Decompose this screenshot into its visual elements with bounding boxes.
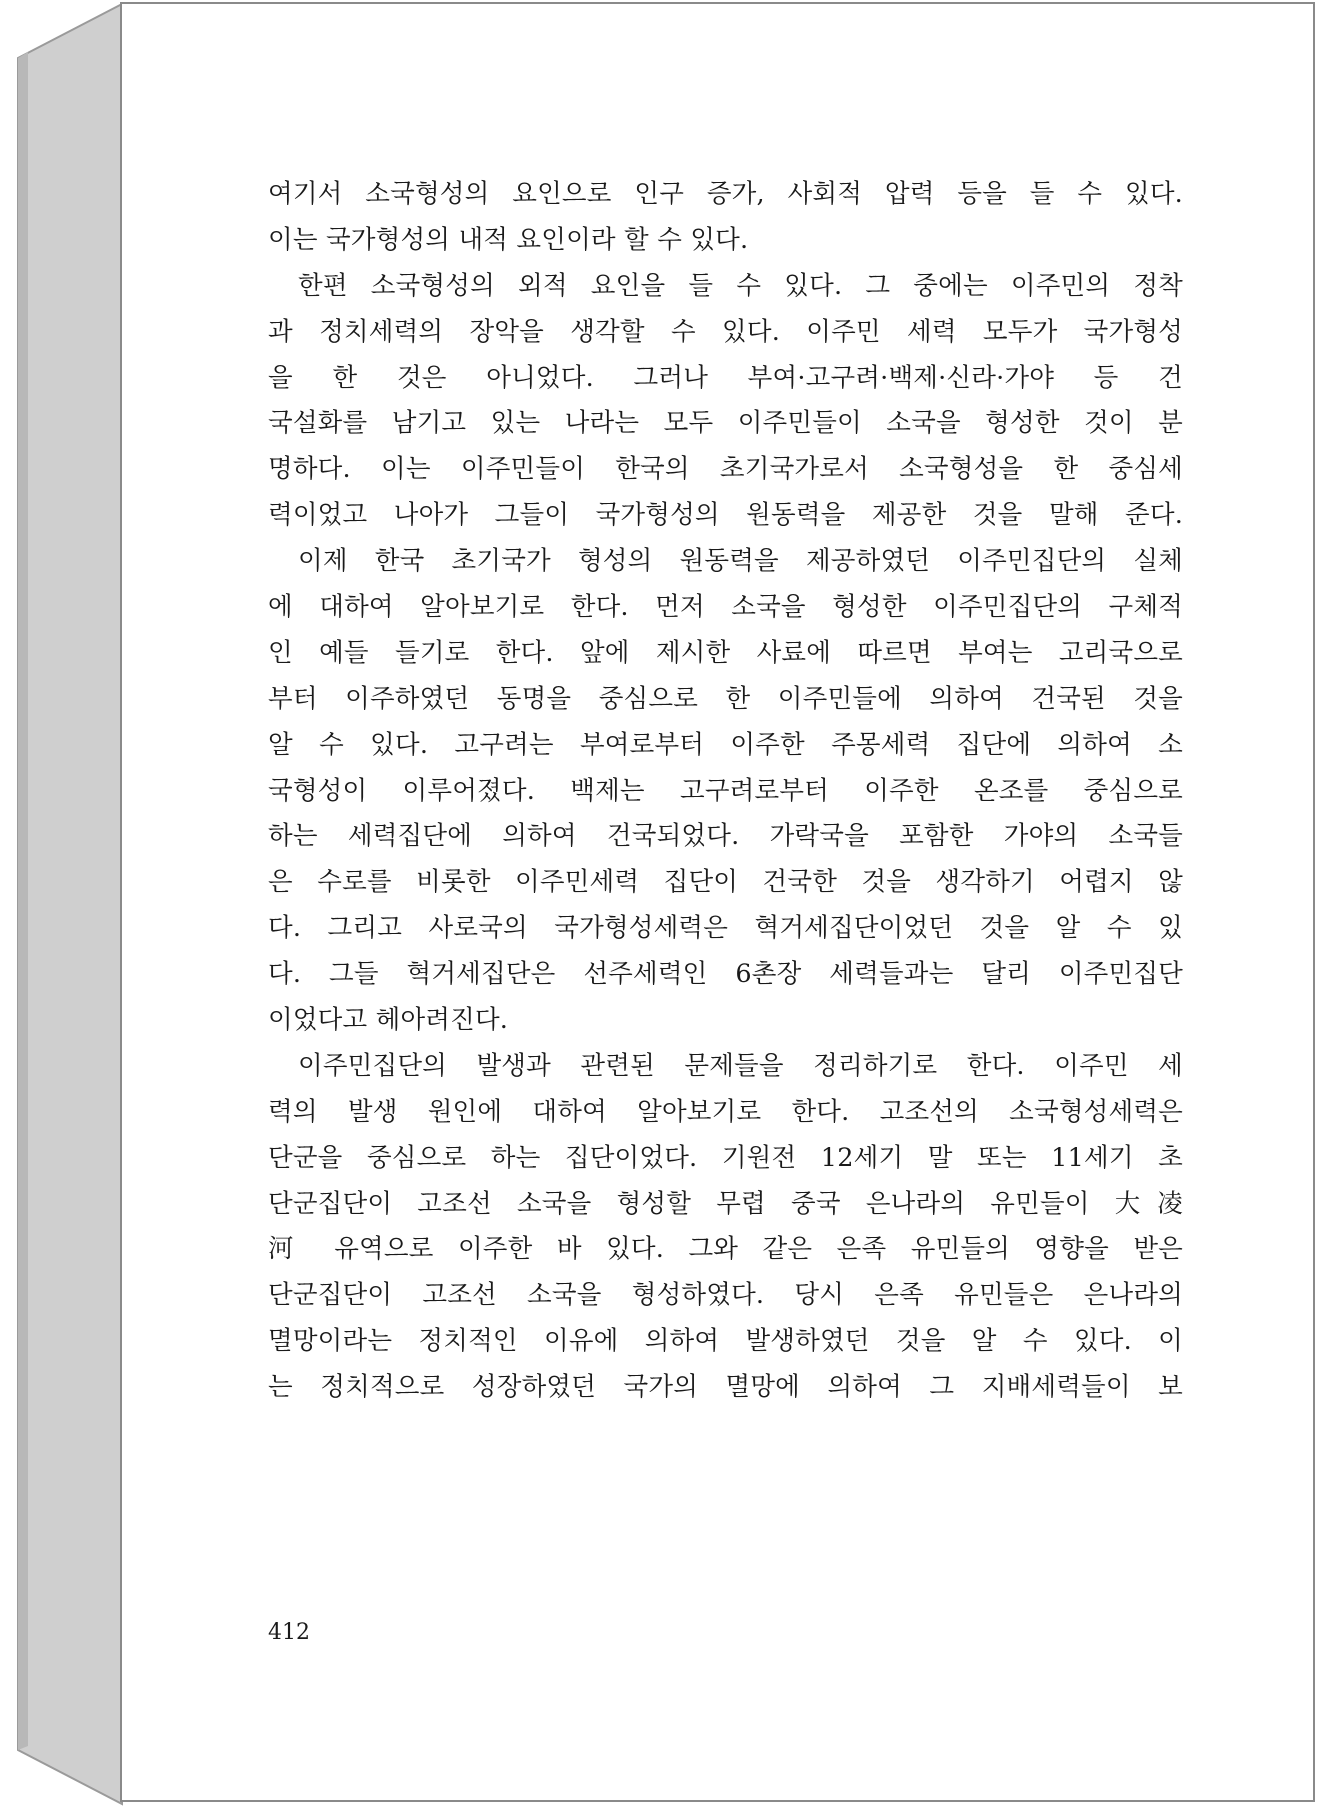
text-line: 는 정치적으로 성장하였던 국가의 멸망에 의하여 그 지배세력들이 보 [268, 1372, 1183, 1403]
page-number: 412 [268, 1620, 310, 1645]
text-line: 단군을 중심으로 하는 집단이었다. 기원전 12세기 말 또는 11세기 초 [268, 1142, 1183, 1173]
text-line: 과 정치세력의 장악을 생각할 수 있다. 이주민 세력 모두가 국가형성 [268, 316, 1183, 347]
book-spine-edge [0, 0, 130, 1806]
text-line: 여기서 소국형성의 요인으로 인구 증가, 사회적 압력 등을 들 수 있다. [268, 179, 1183, 209]
text-line: 력의 발생 원인에 대하여 알아보기로 한다. 고조선의 소국형성세력은 [268, 1096, 1183, 1127]
text-line: 이제 한국 초기국가 형성의 원동력을 제공하였던 이주민집단의 실체 [298, 546, 1183, 577]
text-line: 이주민집단의 발생과 관련된 문제들을 정리하기로 한다. 이주민 세 [298, 1050, 1183, 1081]
text-line: 다. 그리고 사로국의 국가형성세력은 혁거세집단이었던 것을 알 수 있 [268, 913, 1183, 944]
text-line: 단군집단이 고조선 소국을 형성할 무렵 중국 은나라의 유민들이 大凌 [268, 1188, 1183, 1219]
text-line: 이었다고 헤아려진다. [268, 1005, 509, 1036]
text-line: 다. 그들 혁거세집단은 선주세력인 6촌장 세력들과는 달리 이주민집단 [268, 959, 1183, 990]
text-line: 하는 세력집단에 의하여 건국되었다. 가락국을 포함한 가야의 소국들 [268, 821, 1183, 852]
text-line: 멸망이라는 정치적인 이유에 의하여 발생하였던 것을 알 수 있다. 이 [268, 1326, 1183, 1357]
text-line: 인 예들 들기로 한다. 앞에 제시한 사료에 따르면 부여는 고리국으로 [268, 637, 1183, 668]
text-line: 국형성이 이루어졌다. 백제는 고구려로부터 이주한 온조를 중심으로 [268, 775, 1183, 806]
body-text [268, 172, 1183, 1411]
text-line: 국설화를 남기고 있는 나라는 모두 이주민들이 소국을 형성한 것이 분 [268, 408, 1183, 439]
text-line: 한편 소국형성의 외적 요인을 들 수 있다. 그 중에는 이주민의 정착 [298, 270, 1183, 301]
text-line: 명하다. 이는 이주민들이 한국의 초기국가로서 소국형성을 한 중심세 [268, 454, 1183, 485]
text-line: 은 수로를 비롯한 이주민세력 집단이 건국한 것을 생각하기 어렵지 않 [268, 867, 1183, 898]
text-line: 이는 국가형성의 내적 요인이라 할 수 있다. [268, 224, 749, 255]
text-line: 단군집단이 고조선 소국을 형성하였다. 당시 은족 유민들은 은나라의 [268, 1280, 1183, 1311]
text-line: 을 한 것은 아니었다. 그러나 부여·고구려·백제·신라·가야 등 건 [268, 362, 1183, 393]
text-line: 河 유역으로 이주한 바 있다. 그와 같은 은족 유민들의 영향을 받은 [268, 1234, 1183, 1265]
text-line: 부터 이주하였던 동명을 중심으로 한 이주민들에 의하여 건국된 것을 [268, 683, 1183, 714]
text-line: 력이었고 나아가 그들이 국가형성의 원동력을 제공한 것을 말해 준다. [268, 500, 1183, 531]
text-line: 에 대하여 알아보기로 한다. 먼저 소국을 형성한 이주민집단의 구체적 [268, 592, 1183, 623]
text-line: 알 수 있다. 고구려는 부여로부터 이주한 주몽세력 집단에 의하여 소 [268, 729, 1183, 760]
